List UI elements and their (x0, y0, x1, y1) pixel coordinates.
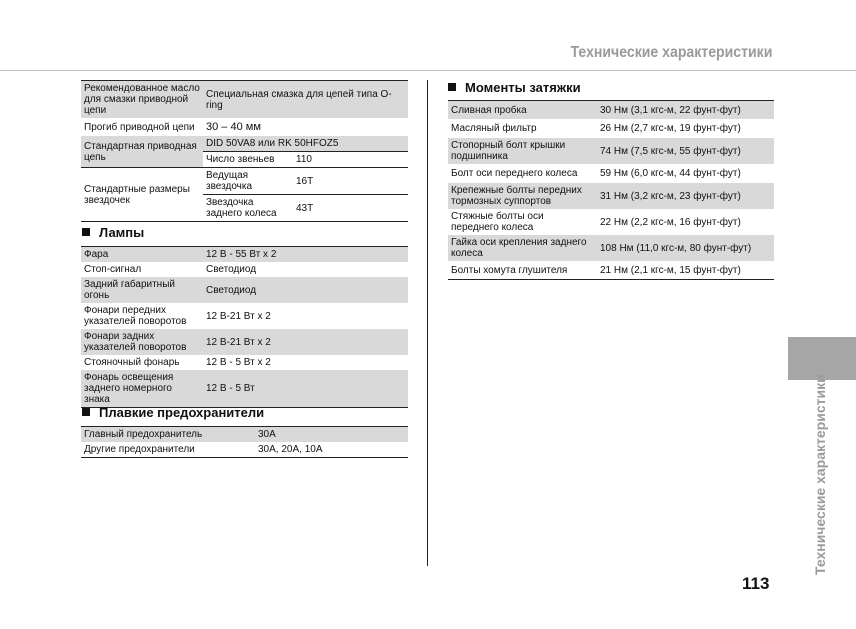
lamp-label: Фонарь освещения заднего номерного знака (81, 370, 203, 408)
lamp-label: Задний габаритный огонь (81, 277, 203, 303)
torque-title: Моменты затяжки (465, 80, 581, 95)
table-row (81, 136, 408, 152)
table-row (81, 442, 408, 458)
table-row (81, 81, 408, 119)
fuses-title: Плавкие предохранители (99, 405, 265, 420)
torque-heading (448, 80, 581, 95)
fuse-label: Главный предохранитель (81, 427, 255, 443)
chain-std-label: Стандартная приводная цепь (81, 136, 203, 168)
chain-std-value: DID 50VA8 или RK 50HFOZ5 (203, 136, 408, 152)
lamp-label: Стояночный фонарь (84, 357, 180, 368)
chain-links-value: 110 (293, 152, 408, 168)
chain-rear-label: Звездочка заднего колеса (203, 195, 293, 222)
lamp-value: Светодиод (203, 277, 408, 303)
torque-value: 108 Нм (11,0 кгс-м, 80 фунт-фут) (597, 235, 774, 261)
lamp-label: Фара (81, 247, 203, 263)
torque-label: Сливная пробка (448, 101, 597, 120)
chain-slack-label: Прогиб приводной цепи (84, 121, 195, 133)
table-row (448, 261, 774, 280)
page-header-title: Технические характеристики (570, 44, 772, 61)
chain-drive-value: 16T (293, 168, 408, 195)
chain-table (81, 80, 408, 222)
torque-label: Крепежные болты передних тормозных суппортов (448, 183, 597, 209)
torque-label: Стяжные болты оси переднего колеса (451, 211, 544, 233)
table-row (81, 277, 408, 303)
chain-oil-value: Специальная смазка для цепей типа O-ring (203, 81, 408, 119)
torque-label: Стопорный болт крышки подшипника (448, 138, 597, 164)
lamp-label: Стоп-сигнал (84, 264, 142, 275)
table-row (81, 247, 408, 263)
table-row (81, 118, 408, 136)
table-row (81, 168, 408, 195)
torque-table (448, 100, 774, 280)
torque-label: Болт оси переднего колеса (451, 168, 578, 179)
torque-value: 31 Нм (3,2 кгс-м, 23 фунт-фут) (597, 183, 774, 209)
chain-links-label: Число звеньев (203, 152, 293, 168)
table-row (81, 303, 408, 329)
table-row (448, 138, 774, 164)
table-row (448, 164, 774, 183)
table-row (448, 209, 774, 235)
lamp-label: Фонари передних указателей поворотов (84, 305, 187, 327)
lamp-value: 12 В - 55 Вт x 2 (203, 247, 408, 263)
column-divider (427, 80, 428, 566)
side-section-label: Технические характеристики (812, 374, 828, 575)
torque-value: 30 Нм (3,1 кгс-м, 22 фунт-фут) (597, 101, 774, 120)
bullet-square-icon (448, 83, 456, 91)
chain-rear-value: 43T (293, 195, 408, 222)
lamp-value: 12 В - 5 Вт (203, 370, 408, 408)
torque-value: 26 Нм (2,7 кгс-м, 19 фунт-фут) (600, 123, 741, 134)
table-row (81, 329, 408, 355)
lamps-heading (82, 225, 144, 240)
table-row (81, 262, 408, 277)
table-row (81, 370, 408, 408)
chain-slack-value: 30 – 40 мм (206, 120, 261, 133)
torque-value: 74 Нм (7,5 кгс-м, 55 фунт-фут) (597, 138, 774, 164)
chain-sprocket-label: Стандартные размеры звездочек (81, 168, 203, 222)
lamp-label: Фонари задних указателей поворотов (81, 329, 203, 355)
header-rule (0, 70, 856, 71)
torque-label: Гайка оси крепления заднего колеса (448, 235, 597, 261)
lamps-title: Лампы (99, 225, 145, 240)
page-number: 113 (742, 574, 770, 593)
bullet-square-icon (82, 228, 90, 236)
chain-oil-label: Рекомендованное масло для смазки приводной цепи (81, 81, 203, 119)
fuse-label: Другие предохранители (84, 444, 195, 455)
fuses-heading (82, 405, 264, 420)
table-row (448, 235, 774, 261)
fuses-table (81, 426, 408, 458)
torque-value: 21 Нм (2,1 кгс-м, 15 фунт-фут) (600, 264, 741, 276)
lamp-value: 12 В-21 Вт x 2 (206, 310, 271, 322)
fuse-value: 30A, 20A, 10A (258, 444, 323, 455)
torque-label: Масляный фильтр (451, 123, 537, 134)
torque-value: 22 Нм (2,2 кгс-м, 16 фунт-фут) (600, 216, 741, 228)
lamp-value: 12 В - 5 Вт x 2 (206, 357, 271, 368)
table-row (81, 427, 408, 443)
table-row (448, 119, 774, 138)
lamp-value: 12 В-21 Вт x 2 (203, 329, 408, 355)
bullet-square-icon (82, 408, 90, 416)
table-row (81, 355, 408, 370)
torque-value: 59 Нм (6,0 кгс-м, 44 фунт-фут) (600, 168, 741, 179)
fuse-value: 30A (255, 427, 408, 443)
lamp-value: Светодиод (206, 264, 257, 275)
chain-drive-label: Ведущая звездочка (203, 168, 293, 195)
torque-label: Болты хомута глушителя (451, 264, 568, 276)
lamps-table (81, 246, 408, 408)
table-row (448, 183, 774, 209)
table-row (448, 101, 774, 120)
